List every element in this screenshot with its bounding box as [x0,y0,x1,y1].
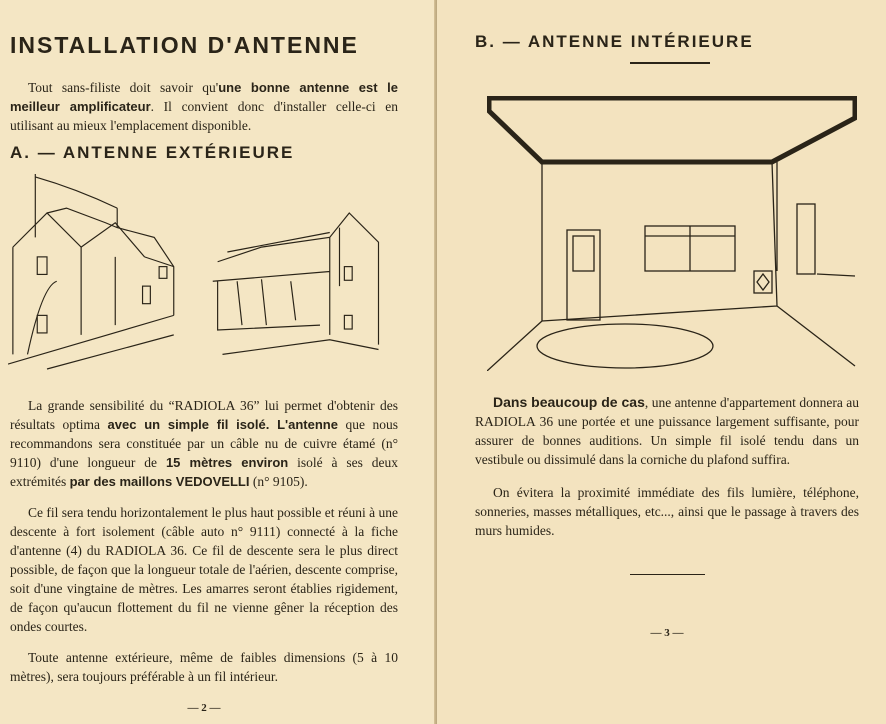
text: , une antenne d'appartement donnera au RADIOLA 36 une portée et une puissance largement suffisante, pour assurer de bonnes auditions. Un simple fil isolé tendu dans un vestibule ou dissimulé dans la corniche du plafond suffira. [475,394,860,467]
exterior-antenna-illustration [8,169,398,374]
intro-paragraph [10,78,398,135]
text: que nous recommandons sera constituée par un câble nu de cuivre étamé (n° 9110) d'une longueur de [10,416,399,470]
bold-text: une bonne antenne est le meilleur amplificateur [10,79,398,114]
text: (n° 9105). [249,473,308,489]
paragraph-1 [10,396,398,491]
page-number: — 2 — [187,701,221,714]
section-a-heading: A. — ANTENNE EXTÉRIEURE [10,142,295,162]
section-b-heading: B. — ANTENNE INTÉRIEURE [475,32,754,51]
paragraph-1 [475,393,859,469]
text: Tout sans-filiste doit savoir qu' [28,79,219,95]
text: . Il convient donc d'installer celle-ci en utilisant au mieux l'emplacement disponible. [10,98,398,133]
bold-text: avec un simple fil isolé. L'antenne [107,416,338,432]
bold-text: Dans beaucoup de cas [493,393,645,410]
divider [630,62,710,64]
page-title: INSTALLATION D'ANTENNE [10,32,359,58]
paragraph-2: Ce fil sera tendu horizontalement le plus haut possible et réuni à une descente à fort isolement (câble auto n° 9111) connecté à la fiche d'antenne (4) du RADIOLA 36. Ce fil de descente sera le plus direct possible, de façon que la longueur totale de l'aérien, descente comprise, soit d'une vingtaine de mètres. Les amarres seront établies rigidement, de façon qu'aucun flottement du fil ne vienne gêner la réception des ondes courtes. [10,504,398,634]
text: La grande sensibilité du “RADIOLA 36” lui permet d'obtenir des résultats optima [10,397,398,432]
text: isolé à ses deux extrémités [10,454,398,489]
right-page [437,0,886,724]
paragraph-2: On évitera la proximité immédiate des fils lumière, téléphone, sonneries, masses métalliques, etc..., ainsi que le passage à travers des murs humides. [475,484,859,538]
divider [630,574,705,576]
left-page [0,0,436,724]
page-number: — 3 — [650,627,684,640]
bold-text: 15 mètres environ [165,454,289,470]
paragraph-3: Toute antenne extérieure, même de faibles dimensions (5 à 10 mètres), sera toujours préférable à un fil intérieur. [10,649,398,684]
bold-text: par des maillons VEDOVELLI [69,473,250,489]
interior-antenna-illustration [487,96,857,371]
